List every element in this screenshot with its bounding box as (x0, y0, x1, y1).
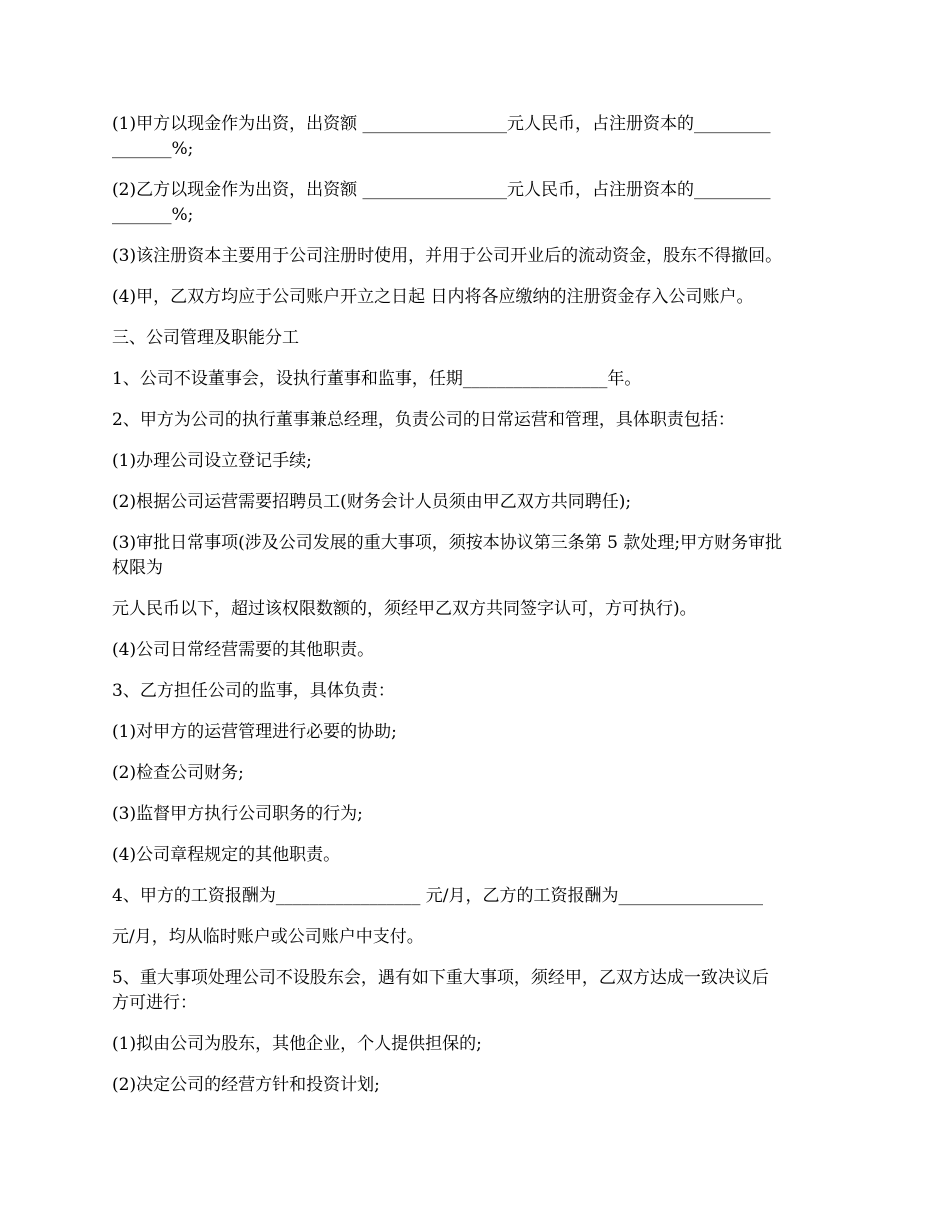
paragraph-party-a-duties: 2、甲方为公司的执行董事兼总经理，负责公司的日常运营和管理，具体职责包括： (112, 410, 735, 430)
paragraph-major-matters: 5、重大事项处理公司不设股东会，遇有如下重大事项，须经甲，乙双方达成一致决议后 方可进行： (112, 968, 769, 1013)
section-heading-management: 三、公司管理及职能分工 (112, 328, 299, 348)
list-item: (1)对甲方的运营管理进行必要的协助; (112, 722, 397, 742)
paragraph-salary: 4、甲方的工资报酬为_________________ 元/月，乙方的工资报酬为_________________ (112, 886, 763, 906)
list-item: (2)检查公司财务; (112, 763, 244, 783)
list-item: (2)决定公司的经营方针和投资计划; (112, 1075, 380, 1095)
paragraph-capital-a: (1)甲方以现金作为出资，出资额 _________________元人民币，占注册资本的_________ _______%; (112, 114, 771, 159)
list-item: (4)公司日常经营需要的其他职责。 (112, 640, 375, 660)
paragraph-capital-b: (2)乙方以现金作为出资，出资额 _________________元人民币，占注册资本的_________ _______%; (112, 180, 771, 225)
list-item: (1)拟由公司为股东，其他企业，个人提供担保的; (112, 1034, 482, 1054)
paragraph-board: 1、公司不设董事会，设执行董事和监事，任期_________________年。 (112, 369, 642, 389)
paragraph-party-b-duties: 3、乙方担任公司的监事，具体负责： (112, 681, 395, 701)
list-item: (4)公司章程规定的其他职责。 (112, 845, 341, 865)
paragraph-continuation: 元人民币以下，超过该权限数额的，须经甲乙双方共同签字认可，方可执行)。 (112, 599, 697, 619)
paragraph-salary-continued: 元/月，均从临时账户或公司账户中支付。 (112, 927, 424, 947)
list-item: (2)根据公司运营需要招聘员工(财务会计人员须由甲乙双方共同聘任); (112, 492, 632, 512)
list-item: (1)办理公司设立登记手续; (112, 451, 312, 471)
list-item: (3)监督甲方执行公司职务的行为; (112, 804, 363, 824)
paragraph-capital-use: (3)该注册资本主要用于公司注册时使用，并用于公司开业后的流动资金，股东不得撤回。 (112, 246, 783, 266)
paragraph-capital-deposit: (4)甲，乙双方均应于公司账户开立之日起 日内将各应缴纳的注册资金存入公司账户。 (112, 287, 754, 307)
document-page (112, 112, 842, 1114)
list-item: (3)审批日常事项(涉及公司发展的重大事项，须按本协议第三条第 5 款处理;甲方财务审批 权限为 (112, 533, 783, 578)
